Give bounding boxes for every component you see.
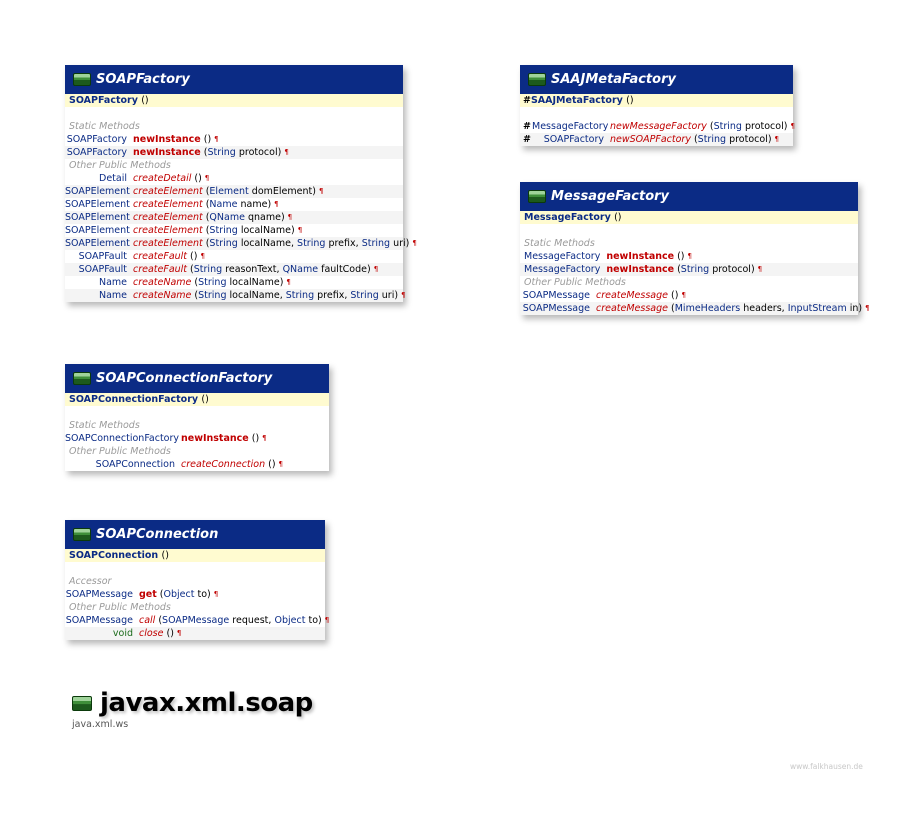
- pilcrow-icon: ¶: [214, 135, 219, 143]
- method-row: SOAPConnection createConnection () ¶: [65, 458, 329, 471]
- method-row: SOAPElement createElement ( Name name ) ¶: [65, 198, 403, 211]
- pilcrow-icon: ¶: [204, 174, 210, 182]
- pilcrow-icon: ¶: [412, 239, 417, 247]
- class-box-soapfactory: [65, 65, 417, 302]
- section-label: Accessor: [69, 576, 112, 587]
- class-header: [65, 364, 329, 393]
- pilcrow-icon: ¶: [687, 252, 692, 260]
- class-icon: [73, 528, 91, 541]
- class-box-soapconnectionfactory: [65, 364, 329, 471]
- method-row: SOAPFault createFault () ¶: [65, 250, 403, 263]
- method-row: SOAPMessage get ( Object to ) ¶: [65, 588, 325, 601]
- section-label: Static Methods: [69, 121, 140, 132]
- method-row: SOAPConnectionFactory newInstance () ¶: [65, 432, 329, 445]
- constructor-row: #SAAJMetaFactory (): [520, 94, 793, 107]
- class-box-saajmetafactory: [520, 65, 793, 146]
- pilcrow-icon: ¶: [213, 590, 219, 598]
- class-icon: [73, 73, 91, 86]
- section-label: Static Methods: [524, 238, 595, 249]
- pilcrow-icon: ¶: [757, 265, 763, 273]
- method-list: [65, 614, 330, 640]
- section-label: Static Methods: [69, 420, 140, 431]
- class-header: [520, 182, 858, 211]
- method-row: SOAPFactory newInstance ( String protocol ) ¶: [65, 146, 403, 159]
- package-title: javax.xml.soap: [100, 688, 313, 718]
- method-row: SOAPMessage createMessage () ¶: [520, 289, 858, 302]
- pilcrow-icon: ¶: [262, 434, 267, 442]
- method-row: # SOAPFactory newSOAPFactory ( String protocol ) ¶: [520, 133, 793, 146]
- pilcrow-icon: ¶: [790, 122, 795, 130]
- pilcrow-icon: ¶: [373, 265, 379, 273]
- method-row: Name createName ( String localName , String prefix , String uri ) ¶: [65, 289, 403, 302]
- method-row: MessageFactory newInstance () ¶: [520, 250, 858, 263]
- pilcrow-icon: ¶: [318, 187, 324, 195]
- class-header: [65, 65, 403, 94]
- class-title: SOAPConnectionFactory: [96, 371, 273, 386]
- pilcrow-icon: ¶: [401, 291, 406, 299]
- class-icon: [528, 190, 546, 203]
- pilcrow-icon: ¶: [287, 213, 293, 221]
- section-label: Other Public Methods: [69, 602, 171, 613]
- method-row: # MessageFactory newMessageFactory ( String protocol ) ¶: [520, 120, 793, 133]
- method-row: SOAPElement createElement ( String localName ) ¶: [65, 224, 403, 237]
- section-label: Other Public Methods: [69, 160, 171, 171]
- class-icon: [73, 372, 91, 385]
- method-list: [65, 133, 403, 159]
- class-box-soapconnection: [65, 520, 330, 640]
- package-module: java.xml.ws: [72, 719, 129, 730]
- method-list: [65, 458, 329, 471]
- pilcrow-icon: ¶: [200, 252, 205, 260]
- pilcrow-icon: ¶: [865, 304, 870, 312]
- class-header: [520, 65, 793, 94]
- method-row: SOAPElement createElement ( Element domElement ) ¶: [65, 185, 403, 198]
- section-label: Other Public Methods: [524, 277, 626, 288]
- class-title: SOAPFactory: [96, 72, 190, 87]
- method-list: [65, 588, 325, 601]
- constructor-row: SOAPFactory (): [65, 94, 403, 107]
- method-row: SOAPFactory newInstance () ¶: [65, 133, 403, 146]
- pilcrow-icon: ¶: [297, 226, 303, 234]
- class-header: [65, 520, 325, 549]
- class-title: MessageFactory: [551, 189, 670, 204]
- pilcrow-icon: ¶: [176, 629, 182, 637]
- class-title: SOAPConnection: [96, 527, 219, 542]
- pilcrow-icon: ¶: [286, 278, 291, 286]
- method-row: SOAPMessage createMessage ( MimeHeaders headers , InputStream in ) ¶: [520, 302, 858, 315]
- section-label: Other Public Methods: [69, 446, 171, 457]
- pilcrow-icon: ¶: [284, 148, 289, 156]
- method-row: Name createName ( String localName ) ¶: [65, 276, 403, 289]
- package-label: [72, 688, 313, 730]
- constructor-row: SOAPConnectionFactory (): [65, 393, 329, 406]
- method-list: [520, 289, 870, 315]
- pilcrow-icon: ¶: [274, 200, 279, 208]
- class-title: SAAJMetaFactory: [551, 72, 676, 87]
- method-list: [65, 172, 417, 302]
- method-list: [520, 250, 858, 276]
- method-row: SOAPElement createElement ( String localName , String prefix , String uri ) ¶: [65, 238, 417, 249]
- method-row: SOAPElement createElement ( QName qname ) ¶: [65, 211, 403, 224]
- method-row: void close () ¶: [65, 627, 325, 640]
- method-row: SOAPFault createFault ( String reasonText , QName faultCode ) ¶: [65, 263, 403, 276]
- method-list: [520, 120, 793, 146]
- pilcrow-icon: ¶: [774, 135, 780, 143]
- class-box-messagefactory: [520, 182, 870, 315]
- constructor-row: SOAPConnection (): [65, 549, 325, 562]
- method-list: [65, 432, 329, 445]
- method-row: Detail createDetail () ¶: [65, 172, 403, 185]
- pilcrow-icon: ¶: [278, 460, 284, 468]
- method-row: MessageFactory newInstance ( String protocol ) ¶: [520, 263, 858, 276]
- credit-text: www.falkhausen.de: [790, 762, 863, 771]
- constructor-row: MessageFactory (): [520, 211, 858, 224]
- package-icon: [72, 696, 92, 711]
- pilcrow-icon: ¶: [681, 291, 686, 299]
- method-row: SOAPMessage call ( SOAPMessage request , Object to ) ¶: [65, 615, 330, 626]
- pilcrow-icon: ¶: [324, 616, 330, 624]
- class-icon: [528, 73, 546, 86]
